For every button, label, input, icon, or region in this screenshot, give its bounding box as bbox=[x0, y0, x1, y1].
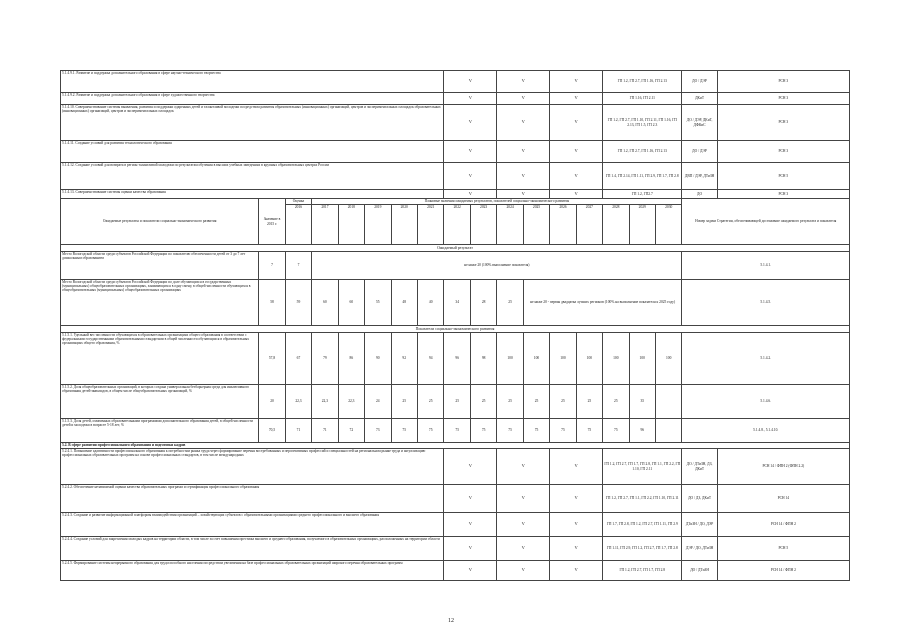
year-header: 2027 bbox=[576, 205, 602, 245]
result-text: Место Вологодской области среди субъектов Российской Федерации по доле обучающихся в государственных (муниципальных) общеобразовательных организациях, занимающихся в одну смену, в общей численности обучающихся в общеобразовательных (муниципальных) общеобразовательных организациях bbox=[61, 280, 259, 326]
table-row: 5.1.4.12. Создание условий для возврата в регион талантливой молодежи по результатам обучения в высших учебных заведениях в крупных образовательных центрах России V V V ГП 1.4, ГП 2.14, ГП 1.11, ГП 2.9, ГП 1.7, ГП 2.8 ДВП / ДЭР, ДТиЗН РСН 5 bbox=[61, 163, 850, 190]
year-header: 2025 bbox=[523, 205, 549, 245]
measure-text: 5.2.4.3. Создание и развитие информационной платформы взаимодействия организаций – хозяйствующих субъектов с образовательными организациями среднего профессионального и высшего образования bbox=[61, 513, 444, 537]
table-row: 5.1.5.3. Доля детей, охваченных образовательными программами дополнительного образования детей, в общей численности детей и молодежи в возрасте 5-18 лет, % 70,5 71 71 72 73 75 75 75 75 75 75 75 75 75 96 5.1.4.8., 5.1.4.10. bbox=[61, 419, 850, 443]
table-row: 5.1.5.1. Удельный вес численности обучающихся в образовательных организациях общего образования в соответствии с федеральными государственными образовательными стандартами в общей численности обучающихся в образовательных организациях общего образования, % 57,8 67 79 86 90 92 94 96 98 100 100 100 100 100 100 100 5.1.4.2. bbox=[61, 333, 850, 385]
measure-text: 5.2.4.4. Создание условий для закрепления молодых кадров на территории области, в том числе за счет повышения престижа высшего и среднего образования, получаемого в образовательных организациях, расположенных на территории области bbox=[61, 537, 444, 561]
year-header: 2018 bbox=[338, 205, 364, 245]
section-prof: 5.2. В сфере развития профессионального образования и подготовки кадров bbox=[61, 443, 850, 449]
year-header: 2020 bbox=[391, 205, 417, 245]
results-header: Ожидаемые результаты и показатели социально-экономического развития bbox=[61, 199, 259, 245]
table-row: Место Вологодской области среди субъектов Российской Федерации по доле обучающихся в государственных (муниципальных) общеобразовательных организациях, занимающихся в одну смену, в общей численности обучающихся в общеобразовательных (муниципальных) общеобразовательных организациях 58 59 60 60 55 48 40 34 28 25 не ниже 20 - первая двадцатка лучших регионов (100% на выполнение показателя к 2025 году) 5.1.4.5. bbox=[61, 280, 850, 326]
table-row: 5.2.4.2. Обеспечение независимой оценки качества образовательных программ и сертификация профессионального образования V V V ГП 1.2, ГП 2.7, ГП 1.1, ГП 2.2, ГП 1.10, ГП 2.11 ДО / ДЗ, ДКиТ РСН 14 bbox=[61, 485, 850, 513]
year-header: 2024 bbox=[497, 205, 523, 245]
measure-text: 5.2.4.2. Обеспечение независимой оценки качества образовательных программ и сертификация профессионального образования bbox=[61, 485, 444, 513]
year-header: 2023 bbox=[470, 205, 496, 245]
page-number: 12 bbox=[448, 618, 454, 624]
table-row: 5.1.4.10. Совершенствование системы выявления, развития и поддержки одаренных детей и талантливой молодежи посредством развития образовательных (инновационных) организаций, центров и экспериментальных площадок образовательных (инновационных) организаций, центров и экспериментальных площадок V V V ГП 1.2, ГП 2.7, ГП 1.10, ГП 2.11, ГП 1.16, ГП 2.13, ГП 1.5, ГП 2.3 ДО / ДЭР, ДКиТ, ДФКиС РСН 3 bbox=[61, 105, 850, 141]
year-header: 2019 bbox=[365, 205, 391, 245]
year-header: 2021 bbox=[417, 205, 444, 245]
section-indicators: Показатели социально-экономического развития bbox=[61, 326, 850, 333]
table-row: 5.1.5.2. Доля общеобразовательных организаций, в которых создана универсальная безбарьерная среда для инклюзивного образования детей-инвалидов, в общем числе общеобразовательных организаций, % 20 22,3 22,3 22,3 24 25 25 25 25 25 25 25 25 25 35 5.1.4.6. bbox=[61, 385, 850, 419]
measure-text: 5.1.4.9.1. Развитие и поддержка дополнительного образования в сфере научно-технического творчества bbox=[61, 71, 444, 93]
year-header: 2017 bbox=[312, 205, 338, 245]
document-page bbox=[60, 70, 850, 575]
measure-text: 5.1.4.12. Создание условий для возврата в регион талантливой молодежи по результатам обучения в высших учебных заведениях в крупных образовательных центрах России bbox=[61, 163, 444, 190]
table-row: 5.1.4.13. Совершенствование системы оценки качества образования V V V ГП 1.2, ГП2.7 ДО РСН 3 bbox=[61, 190, 850, 199]
indicator-text: 5.1.5.1. Удельный вес численности обучающихся в образовательных организациях общего образования в соответствии с федеральными государственными образовательными стандартами в общей численности обучающихся в образовательных организациях общего образования, % bbox=[61, 333, 259, 385]
table-row: 5.2.4.3. Создание и развитие информационной платформы взаимодействия организаций – хозяйствующих субъектов с образовательными организациями среднего профессионального и высшего образования V V V ГП 1.7, ГП 2.8, ГП 1.2, ГП 2.7, ГП 1.11, ГП 2.9 ДТиЗН / ДО, ДЭР РСН 14 / ФПН 2 bbox=[61, 513, 850, 537]
indicator-text: 5.1.5.2. Доля общеобразовательных организаций, в которых создана универсальная безбарьерная среда для инклюзивного образования детей-инвалидов, в общем числе общеобразовательных организаций, % bbox=[61, 385, 259, 419]
table-row: 5.2.4.1. Повышение адаптивности профессионального образования к потребностям рынка труда через формирование перечня востребованных и перспективных профессий и специальностей на региональном рынке труда и актуализацию профессиональных образовательных программ на основе профессиональных стандартов, в том числе международных V V V ГП 1.2, ГП 2.7, ГП 1.7, ГП 2.8, ГП 1.1, ГП 2.2, ГП 1.10, ГП 2.11 ДО / ДТиЗН, ДЗ, ДКиТ РСН 14 / ФПН 2 (ФПН 2.2) bbox=[61, 449, 850, 485]
table-row: 5.2.4.4. Создание условий для закрепления молодых кадров на территории области, в том числе за счет повышения престижа высшего и среднего образования, получаемого в образовательных организациях, расположенных на территории области V V V ГП 1.11, ГП 2.9, ГП 1.2, ГП 2.7, ГП 1.7, ГП 2.8 ДЭР / ДО, ДТиЗН РСН 5 bbox=[61, 537, 850, 561]
measure-text: 5.1.4.10. Совершенствование системы выявления, развития и поддержки одаренных детей и талантливой молодежи посредством развития образовательных (инновационных) организаций, центров и экспериментальных площадок образовательных (инновационных) организаций, центров и экспериментальных площадок bbox=[61, 105, 444, 141]
year-header: 2029 bbox=[629, 205, 655, 245]
year-2016: 2016 bbox=[285, 205, 311, 245]
measure-text: 5.1.4.9.2. Развитие и поддержка дополнительного образования в сфере художественного творчества bbox=[61, 93, 444, 105]
year-header: 2022 bbox=[444, 205, 470, 245]
value-2015-header: Значение в 2015 г. bbox=[259, 199, 285, 245]
table-row: Место Вологодской области среди субъектов Российской Федерации по показателю обеспеченности детей от 3 до 7 лет дошкольным образованием 7 7 не ниже 20 (100% выполнение показателя) 5.1.4.1. bbox=[61, 252, 850, 280]
estimate-header: Оценка bbox=[285, 199, 311, 205]
planned-header: Плановые значения ожидаемых результатов, показателей социально-экономического развития bbox=[312, 199, 682, 205]
section-expected: Ожидаемый результат bbox=[61, 245, 850, 252]
section-row bbox=[61, 245, 850, 252]
measure-text: 5.2.4.5. Формирование системы непрерывного образования для трудоспособного населения посредством увеличения на базе профессиональных образовательных организаций широкого перечня образовательных программ bbox=[61, 561, 444, 581]
year-header: 2026 bbox=[550, 205, 576, 245]
year-header: 2028 bbox=[603, 205, 629, 245]
result-text: Место Вологодской области среди субъектов Российской Федерации по показателю обеспеченности детей от 3 до 7 лет дошкольным образованием bbox=[61, 252, 259, 280]
table-row: 5.1.4.9.1. Развитие и поддержка дополнительного образования в сфере научно-технического творчества V V V ГП 1.2, ГП 2.7, ГП 1.16, ГП 2.13 ДО / ДЭР РСН 3 bbox=[61, 71, 850, 93]
table-row: 5.2.4.5. Формирование системы непрерывного образования для трудоспособного населения посредством увеличения на базе профессиональных образовательных организаций широкого перечня образовательных программ V V V ГП 1.2, ГП 2.7, ГП 1.7, ГП 2.8 ДО / ДТиЗН РСН 14 / ФПН 2 bbox=[61, 561, 850, 581]
measure-text: 5.1.4.13. Совершенствование системы оценки качества образования bbox=[61, 190, 444, 199]
strategy-table bbox=[60, 70, 850, 581]
indicator-text: 5.1.5.3. Доля детей, охваченных образовательными программами дополнительного образования детей, в общей численности детей и молодежи в возрасте 5-18 лет, % bbox=[61, 419, 259, 443]
table-row: 5.1.4.11. Создание условий для развития технологического образования V V V ГП 1.2, ГП 2.7, ГП 1.16, ГП 2.13 ДО / ДЭР РСН 3 bbox=[61, 141, 850, 163]
table-row: 5.1.4.9.2. Развитие и поддержка дополнительного образования в сфере художественного творчества V V V ГП 1.16, ГП 2.11 ДКиТ РСН 3 bbox=[61, 93, 850, 105]
section-row bbox=[61, 326, 850, 333]
measure-text: 5.2.4.1. Повышение адаптивности профессионального образования к потребностям рынка труда через формирование перечня востребованных и перспективных профессий и специальностей на региональном рынке труда и актуализацию профессиональных образовательных программ на основе профессиональных стандартов, в том числе международных bbox=[61, 449, 444, 485]
task-header: Номер задачи Стратегии, обеспечивающей достижение ожидаемого результата и показателя bbox=[682, 199, 850, 245]
year-header: 2030 bbox=[655, 205, 681, 245]
measure-text: 5.1.4.11. Создание условий для развития технологического образования bbox=[61, 141, 444, 163]
